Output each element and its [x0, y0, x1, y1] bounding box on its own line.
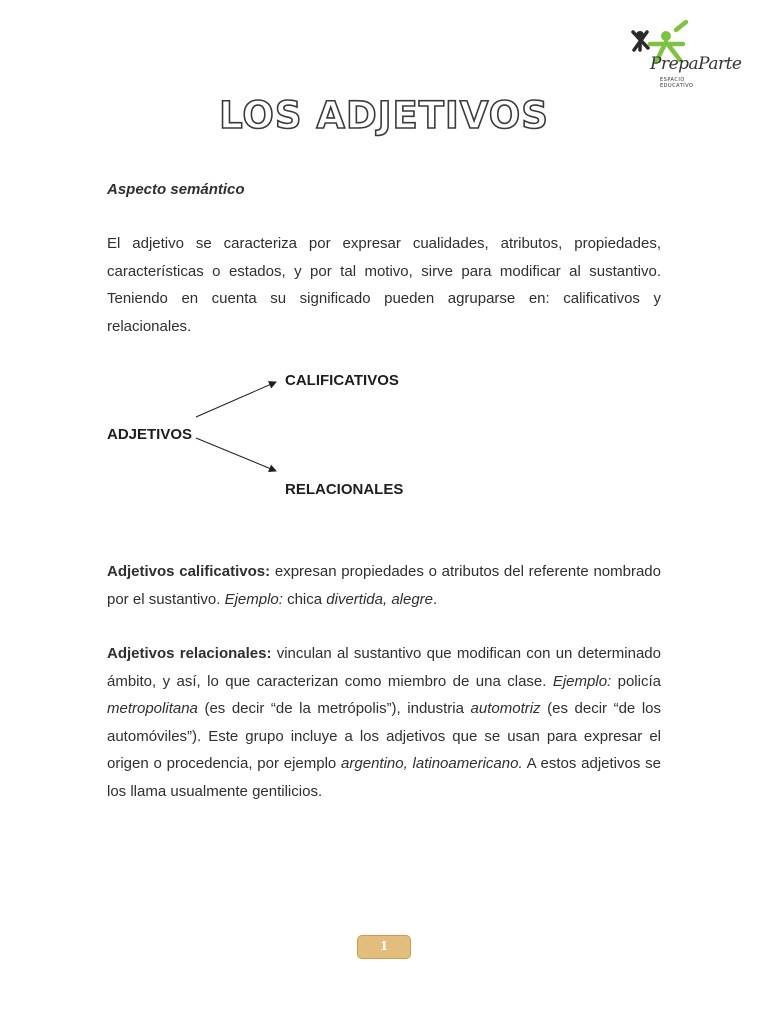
arrow-down [196, 438, 276, 471]
relacionales-term: Adjetivos relacionales: [107, 645, 272, 662]
logo-wordmark: PrepaParte [650, 54, 742, 74]
example-label: Ejemplo: [552, 672, 612, 690]
example-words: divertida, alegre [326, 590, 434, 608]
page-number-badge: 1 [357, 935, 411, 959]
diagram-branch-calificativos: CALIFICATIVOS [285, 372, 399, 389]
section-heading: Aspecto semántico [107, 181, 245, 198]
arrow-up [196, 382, 276, 417]
example-label: Ejemplo: [224, 590, 283, 608]
diagram-root-label: ADJETIVOS [107, 426, 193, 443]
diagram-branch-relacionales: RELACIONALES [285, 481, 404, 498]
relacionales-paragraph: Adjetivos relacionales: vinculan al sustantivo que modifican con un determinado ámbito, y así, lo que caracterizan como miembro de una clase. Ejemplo: policía metropolitana (es decir “de la metrópolis”), industria automotriz (es decir “de los automóviles”). Este grupo incluye a los adjetivos que se usan para expresar el origen o procedencia, por ejemplo argentino, latinoamericano. A estos adjetivos se los llama usualmente gentilicios. [107, 645, 661, 800]
calificativos-term: Adjetivos calificativos: [107, 563, 271, 580]
intro-paragraph: El adjetivo se caracteriza por expresar cualidades, atributos, propiedades, características o estados, y por tal motivo, sirve para modificar al sustantivo. Teniendo en cuenta su significado pueden agruparse en: calificativos y relacionales. [107, 235, 661, 335]
calificativos-paragraph: Adjetivos calificativos: expresan propiedades o atributos del referente nombrado por el sustantivo. Ejemplo: chica divertida, alegre. [107, 563, 661, 608]
logo-subtitle: ESPACIO EDUCATIVO [660, 77, 694, 89]
page-title: LOS ADJETIVOS [219, 94, 549, 137]
